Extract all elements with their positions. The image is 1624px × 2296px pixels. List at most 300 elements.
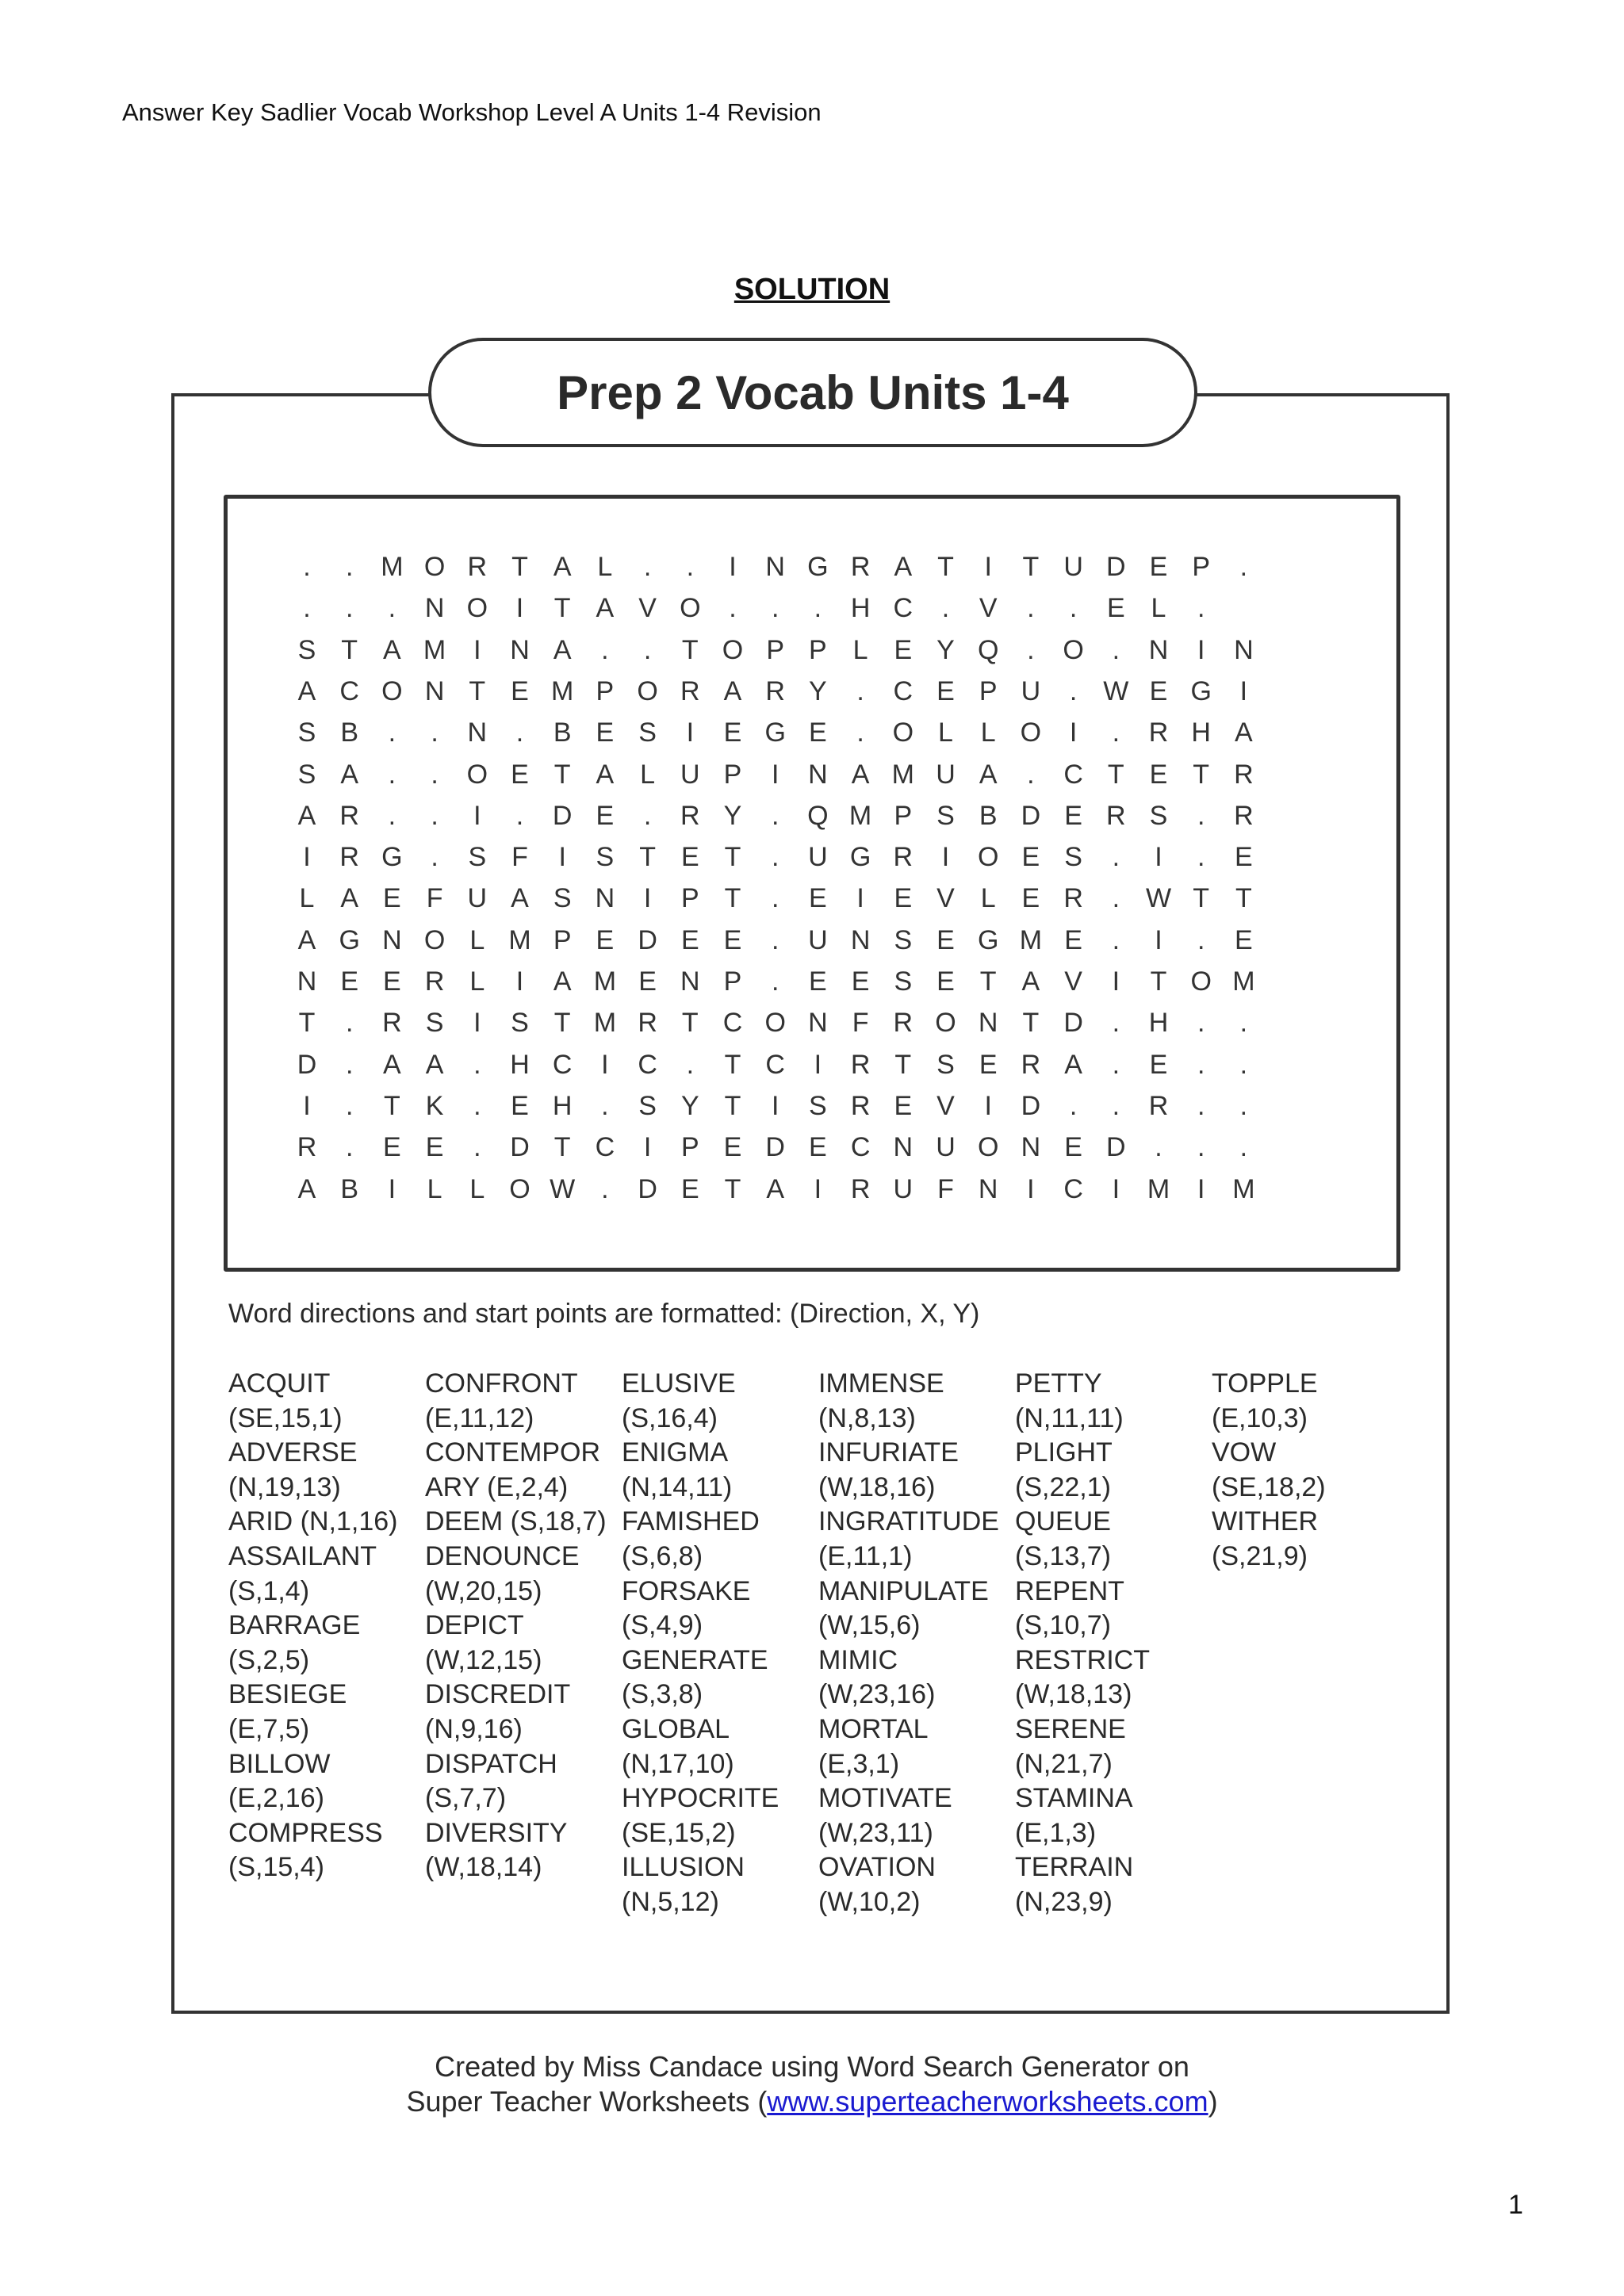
grid-cell: A	[340, 883, 359, 914]
grid-cell: I	[303, 1090, 311, 1121]
grid-cell: I	[643, 1132, 652, 1163]
answer-column	[1015, 1367, 1150, 1920]
grid-cell: E	[680, 924, 699, 955]
grid-cell: P	[766, 634, 785, 665]
grid-cell: E	[1235, 842, 1253, 873]
grid-cell: O	[1190, 966, 1212, 997]
grid-cell: .	[1197, 593, 1205, 624]
grid-cell: R	[850, 1090, 871, 1121]
grid-cell: A	[297, 800, 316, 831]
grid-cell: M	[848, 800, 872, 831]
grid-cell: .	[643, 552, 652, 582]
grid-cell: F	[852, 1008, 869, 1039]
grid-cell: E	[1149, 675, 1168, 706]
grid-cell: .	[388, 800, 396, 831]
grid-cell: B	[340, 1173, 359, 1204]
answer-line: (N,23,9)	[1015, 1886, 1113, 1917]
grid-cell: O	[1063, 634, 1084, 665]
answer-line: (S,2,5)	[228, 1644, 310, 1675]
grid-cell: .	[345, 1008, 354, 1039]
grid-cell: R	[467, 552, 488, 582]
answer-line: (S,4,9)	[622, 1610, 703, 1641]
grid-cell: M	[551, 675, 574, 706]
grid-cell: .	[1155, 1132, 1162, 1163]
answer-line: ACQUIT	[228, 1368, 331, 1399]
grid-cell: T	[1022, 552, 1040, 582]
grid-cell: A	[297, 924, 316, 955]
grid-cell: T	[1193, 883, 1210, 914]
grid-cell: P	[723, 966, 742, 997]
grid-cell: T	[639, 842, 656, 873]
answer-line: ILLUSION	[622, 1852, 745, 1883]
grid-cell: .	[771, 883, 779, 914]
grid-cell: L	[938, 718, 953, 748]
grid-cell: .	[643, 634, 652, 665]
answer-line: DEEM (S,18,7)	[425, 1506, 607, 1537]
grid-cell: N	[1234, 634, 1254, 665]
grid-cell: E	[894, 883, 913, 914]
grid-cell: I	[771, 1090, 779, 1121]
grid-cell: S	[553, 883, 572, 914]
answer-line: (W,23,16)	[818, 1679, 936, 1710]
grid-cell: D	[1021, 800, 1041, 831]
grid-cell: I	[1239, 675, 1248, 706]
answer-line: BESIEGE	[228, 1679, 347, 1710]
answer-line: (S,22,1)	[1015, 1471, 1111, 1502]
grid-cell: D	[765, 1132, 785, 1163]
grid-cell: E	[340, 966, 359, 997]
grid-cell: T	[1193, 759, 1210, 790]
answer-line: WITHER	[1212, 1506, 1319, 1537]
grid-cell: I	[515, 593, 524, 624]
grid-cell: N	[510, 634, 530, 665]
grid-cell: .	[1197, 1049, 1205, 1080]
grid-cell: .	[1239, 1132, 1248, 1163]
grid-cell: L	[427, 1173, 442, 1204]
answer-line: (S,13,7)	[1015, 1540, 1111, 1571]
grid-cell: R	[765, 675, 785, 706]
grid-cell: F	[937, 1173, 954, 1204]
grid-cell: .	[1197, 800, 1205, 831]
grid-cell: I	[814, 1049, 822, 1080]
grid-cell: O	[637, 675, 658, 706]
grid-cell: A	[851, 759, 870, 790]
answer-line: (W,10,2)	[818, 1886, 921, 1917]
grid-cell: O	[423, 552, 446, 582]
grid-cell: E	[1149, 1049, 1168, 1080]
grid-cell: S	[468, 842, 487, 873]
answer-line: PETTY	[1015, 1368, 1102, 1399]
grid-cell: S	[894, 966, 913, 997]
grid-cell: C	[339, 675, 359, 706]
grid-cell: C	[893, 593, 914, 624]
grid-cell: R	[339, 800, 359, 831]
grid-cell: K	[425, 1090, 444, 1121]
grid-cell: D	[1063, 1008, 1083, 1039]
grid-cell: M	[423, 634, 446, 665]
answer-line: (S,6,8)	[622, 1540, 703, 1571]
grid-cell: N	[765, 552, 785, 582]
answer-line: (W,12,15)	[425, 1644, 542, 1675]
grid-cell: .	[303, 552, 311, 582]
answer-line: (S,3,8)	[622, 1679, 703, 1710]
grid-cell: L	[469, 1173, 485, 1204]
grid-cell: B	[340, 718, 359, 748]
grid-cell: S	[297, 718, 316, 748]
grid-cell: .	[1112, 842, 1120, 873]
grid-cell: .	[515, 800, 524, 831]
grid-cell: M	[593, 966, 617, 997]
grid-cell: R	[1148, 718, 1169, 748]
grid-cell: Y	[680, 1090, 699, 1121]
grid-cell: .	[1112, 883, 1120, 914]
grid-cell: .	[431, 718, 439, 748]
grid-cell: R	[850, 552, 871, 582]
grid-cell: I	[601, 1049, 609, 1080]
grid-cell: D	[1106, 552, 1126, 582]
answer-line: (SE,15,1)	[228, 1402, 343, 1433]
grid-cell: U	[936, 1132, 956, 1163]
grid-cell: .	[345, 1049, 354, 1080]
credit-line-2	[0, 2085, 1624, 2118]
grid-cell: .	[345, 552, 354, 582]
answer-line: (W,20,15)	[425, 1575, 542, 1606]
grid-cell: T	[724, 842, 741, 873]
grid-cell: C	[850, 1132, 871, 1163]
grid-cell: N	[850, 924, 871, 955]
website-link[interactable]: www.superteacherworksheets.com	[767, 2085, 1208, 2118]
grid-cell: E	[1064, 1132, 1082, 1163]
grid-cell: P	[723, 759, 742, 790]
grid-cell: A	[723, 675, 742, 706]
grid-cell: T	[724, 883, 741, 914]
grid-cell: E	[425, 1132, 444, 1163]
grid-cell: .	[1069, 1090, 1078, 1121]
grid-cell: T	[298, 1008, 316, 1039]
directions-note: Word directions and start points are formatted: (Direction, X, Y)	[228, 1299, 980, 1329]
grid-cell: S	[297, 634, 316, 665]
grid-cell: P	[680, 883, 699, 914]
grid-cell: E	[1021, 842, 1040, 873]
grid-cell: .	[601, 1173, 609, 1204]
grid-cell: W	[550, 1173, 576, 1204]
grid-cell: L	[469, 966, 485, 997]
grid-cell: E	[894, 1090, 913, 1121]
grid-cell: C	[765, 1049, 785, 1080]
grid-cell: E	[809, 718, 827, 748]
grid-cell: R	[1234, 759, 1254, 790]
answer-line: TERRAIN	[1015, 1852, 1134, 1883]
grid-cell: A	[1021, 966, 1040, 997]
grid-cell: U	[936, 759, 956, 790]
grid-cell: V	[936, 1090, 955, 1121]
grid-cell: U	[1063, 552, 1083, 582]
grid-cell: R	[424, 966, 445, 997]
grid-cell: .	[1069, 675, 1078, 706]
answer-line: INFURIATE	[818, 1437, 959, 1468]
answer-line: GLOBAL	[622, 1713, 730, 1744]
answer-line: (N,8,13)	[818, 1402, 916, 1433]
grid-cell: B	[553, 718, 572, 748]
grid-cell: E	[809, 1132, 827, 1163]
answer-line: (N,21,7)	[1015, 1748, 1113, 1779]
grid-cell: T	[469, 675, 486, 706]
grid-cell: O	[509, 1173, 530, 1204]
grid-cell: I	[473, 800, 481, 831]
grid-cell: D	[638, 1173, 657, 1204]
grid-cell: T	[681, 634, 699, 665]
grid-cell: M	[1147, 1173, 1170, 1204]
grid-cell: R	[1234, 800, 1254, 831]
grid-cell: W	[1103, 675, 1129, 706]
grid-cell: U	[808, 842, 828, 873]
answer-line: MANIPULATE	[818, 1575, 989, 1606]
grid-cell: .	[473, 1132, 481, 1163]
grid-cell: H	[510, 1049, 530, 1080]
answer-line: (W,15,6)	[818, 1610, 921, 1641]
grid-cell: T	[341, 634, 358, 665]
answer-line: ASSAILANT	[228, 1540, 377, 1571]
grid-cell: G	[1190, 675, 1212, 706]
grid-cell: T	[979, 966, 997, 997]
grid-cell: .	[1069, 593, 1078, 624]
grid-cell: U	[808, 924, 828, 955]
grid-cell: F	[426, 883, 443, 914]
grid-cell: E	[936, 675, 955, 706]
answer-line: (W,18,16)	[818, 1471, 936, 1502]
grid-cell: .	[729, 593, 737, 624]
grid-cell: T	[681, 1008, 699, 1039]
grid-cell: I	[473, 634, 481, 665]
answer-line: (N,19,13)	[228, 1471, 341, 1502]
grid-cell: .	[856, 675, 864, 706]
grid-cell: C	[1063, 1173, 1083, 1204]
grid-cell: M	[891, 759, 914, 790]
answer-line: GENERATE	[622, 1644, 768, 1675]
grid-cell: I	[388, 1173, 396, 1204]
grid-cell: D	[552, 800, 573, 831]
grid-cell: I	[515, 966, 524, 997]
answer-line: ADVERSE	[228, 1437, 358, 1468]
answer-line: (E,11,1)	[818, 1540, 913, 1571]
grid-cell: T	[1150, 966, 1167, 997]
grid-cell: O	[466, 759, 488, 790]
grid-cell: L	[852, 634, 868, 665]
answer-line: OVATION	[818, 1852, 936, 1883]
answer-line: ARY (E,2,4)	[425, 1471, 569, 1502]
answer-line: (E,10,3)	[1212, 1402, 1308, 1433]
grid-cell: C	[722, 1008, 743, 1039]
grid-cell: E	[680, 842, 699, 873]
grid-cell: E	[383, 883, 401, 914]
grid-cell: S	[809, 1090, 827, 1121]
grid-cell: .	[473, 1090, 481, 1121]
credit-line-1: Created by Miss Candace using Word Search Generator on	[435, 2050, 1189, 2083]
answer-line: INGRATITUDE	[818, 1506, 999, 1537]
grid-cell: E	[383, 1132, 401, 1163]
grid-cell: M	[1232, 966, 1255, 997]
grid-cell: I	[1197, 1173, 1205, 1204]
grid-cell: E	[936, 924, 955, 955]
answer-line: MORTAL	[818, 1713, 929, 1744]
grid-cell: H	[850, 593, 871, 624]
grid-cell: Y	[809, 675, 827, 706]
grid-cell: .	[1027, 634, 1035, 665]
grid-cell: E	[1064, 924, 1082, 955]
grid-cell: .	[1027, 759, 1035, 790]
grid-cell: P	[894, 800, 913, 831]
grid-cell: .	[941, 593, 950, 624]
grid-cell: R	[382, 1008, 402, 1039]
grid-cell: A	[894, 552, 913, 582]
grid-cell: H	[1191, 718, 1211, 748]
answer-line: FORSAKE	[622, 1575, 751, 1606]
answer-line: (N,17,10)	[622, 1748, 734, 1779]
answer-line: PLIGHT	[1015, 1437, 1113, 1468]
grid-cell: O	[764, 1008, 786, 1039]
answer-line: FAMISHED	[622, 1506, 760, 1537]
grid-cell: O	[935, 1008, 956, 1039]
grid-cell: A	[596, 593, 615, 624]
answer-column	[818, 1367, 999, 1920]
grid-cell: M	[593, 1008, 617, 1039]
grid-cell: C	[638, 1049, 657, 1080]
grid-cell: D	[510, 1132, 530, 1163]
grid-cell: E	[1149, 759, 1168, 790]
grid-cell: R	[339, 842, 359, 873]
grid-cell: M	[381, 552, 404, 582]
grid-cell: N	[1148, 634, 1169, 665]
grid-cell: I	[984, 1090, 992, 1121]
grid-cell: E	[723, 718, 742, 748]
grid-cell: M	[1232, 1173, 1255, 1204]
grid-cell: C	[552, 1049, 573, 1080]
grid-cell: C	[893, 675, 914, 706]
grid-cell: T	[894, 1049, 912, 1080]
grid-cell: A	[1235, 718, 1253, 748]
grid-cell: G	[849, 842, 871, 873]
grid-cell: A	[383, 1049, 401, 1080]
grid-cell: R	[1106, 800, 1126, 831]
grid-cell: A	[979, 759, 998, 790]
grid-cell: S	[894, 924, 913, 955]
answer-line: STAMINA	[1015, 1783, 1133, 1814]
grid-cell: L	[640, 759, 656, 790]
answer-line: QUEUE	[1015, 1506, 1111, 1537]
grid-cell: U	[1021, 675, 1041, 706]
grid-cell: N	[467, 718, 488, 748]
grid-cell: N	[297, 966, 317, 997]
grid-cell: .	[345, 593, 354, 624]
grid-cell: .	[515, 718, 524, 748]
grid-cell: A	[425, 1049, 444, 1080]
grid-cell: .	[686, 552, 695, 582]
grid-cell: .	[345, 1090, 354, 1121]
grid-cell: L	[1151, 593, 1166, 624]
grid-cell: A	[596, 759, 615, 790]
grid-cell: .	[473, 1049, 481, 1080]
grid-cell: .	[601, 1090, 609, 1121]
grid-cell: G	[807, 552, 829, 582]
grid-cell: D	[638, 924, 657, 955]
answer-line: (N,9,16)	[425, 1713, 523, 1744]
grid-cell: D	[1106, 1132, 1126, 1163]
answer-line: MOTIVATE	[818, 1783, 952, 1814]
grid-cell: C	[1063, 759, 1083, 790]
grid-cell: Q	[977, 634, 999, 665]
answer-line: HYPOCRITE	[622, 1783, 779, 1814]
grid-cell: P	[809, 634, 827, 665]
grid-cell: N	[680, 966, 700, 997]
grid-cell: E	[1064, 800, 1082, 831]
grid-cell: F	[511, 842, 528, 873]
grid-cell: R	[680, 800, 700, 831]
grid-cell: N	[1021, 1132, 1041, 1163]
grid-cell: E	[638, 966, 657, 997]
answer-line: (N,11,11)	[1015, 1402, 1124, 1433]
answer-line: (E,3,1)	[818, 1748, 900, 1779]
grid-cell: P	[596, 675, 615, 706]
grid-cell: .	[771, 924, 779, 955]
grid-cell: G	[381, 842, 403, 873]
grid-cell: L	[469, 924, 485, 955]
grid-cell: A	[1064, 1049, 1082, 1080]
grid-cell: S	[936, 800, 955, 831]
grid-cell: T	[1022, 1008, 1040, 1039]
grid-cell: S	[638, 718, 657, 748]
grid-cell: I	[814, 1173, 822, 1204]
grid-cell: I	[1155, 924, 1162, 955]
grid-cell: .	[1239, 1090, 1248, 1121]
grid-cell: S	[936, 1049, 955, 1080]
grid-cell: E	[979, 1049, 998, 1080]
grid-cell: E	[1021, 883, 1040, 914]
grid-cell: E	[936, 966, 955, 997]
grid-cell: .	[686, 1049, 695, 1080]
grid-cell: .	[771, 842, 779, 873]
grid-cell: R	[1021, 1049, 1041, 1080]
grid-cell: A	[383, 634, 401, 665]
grid-cell: T	[553, 1132, 571, 1163]
grid-cell: W	[1145, 883, 1172, 914]
grid-cell: .	[303, 593, 311, 624]
answer-line: (S,15,4)	[228, 1852, 324, 1883]
grid-cell: .	[1112, 1049, 1120, 1080]
worksheet-title: Prep 2 Vocab Units 1-4	[428, 338, 1197, 447]
grid-cell: E	[1106, 593, 1125, 624]
grid-cell: D	[297, 1049, 317, 1080]
grid-cell: .	[345, 1132, 354, 1163]
grid-cell: .	[1239, 552, 1248, 582]
grid-cell: N	[424, 675, 445, 706]
grid-cell: V	[979, 593, 998, 624]
answer-line: BILLOW	[228, 1748, 331, 1779]
grid-cell: A	[340, 759, 359, 790]
grid-cell: D	[1021, 1090, 1041, 1121]
grid-cell: I	[771, 759, 779, 790]
grid-cell: .	[1112, 718, 1120, 748]
solution-heading: SOLUTION	[733, 273, 891, 306]
grid-cell: S	[297, 759, 316, 790]
answer-line: (SE,15,2)	[622, 1817, 736, 1848]
grid-cell: .	[1112, 924, 1120, 955]
grid-cell: I	[473, 1008, 481, 1039]
grid-cell: .	[1197, 1008, 1205, 1039]
grid-cell: Q	[807, 800, 829, 831]
grid-cell: I	[1155, 842, 1162, 873]
grid-cell: G	[977, 924, 999, 955]
grid-cell: I	[984, 552, 992, 582]
